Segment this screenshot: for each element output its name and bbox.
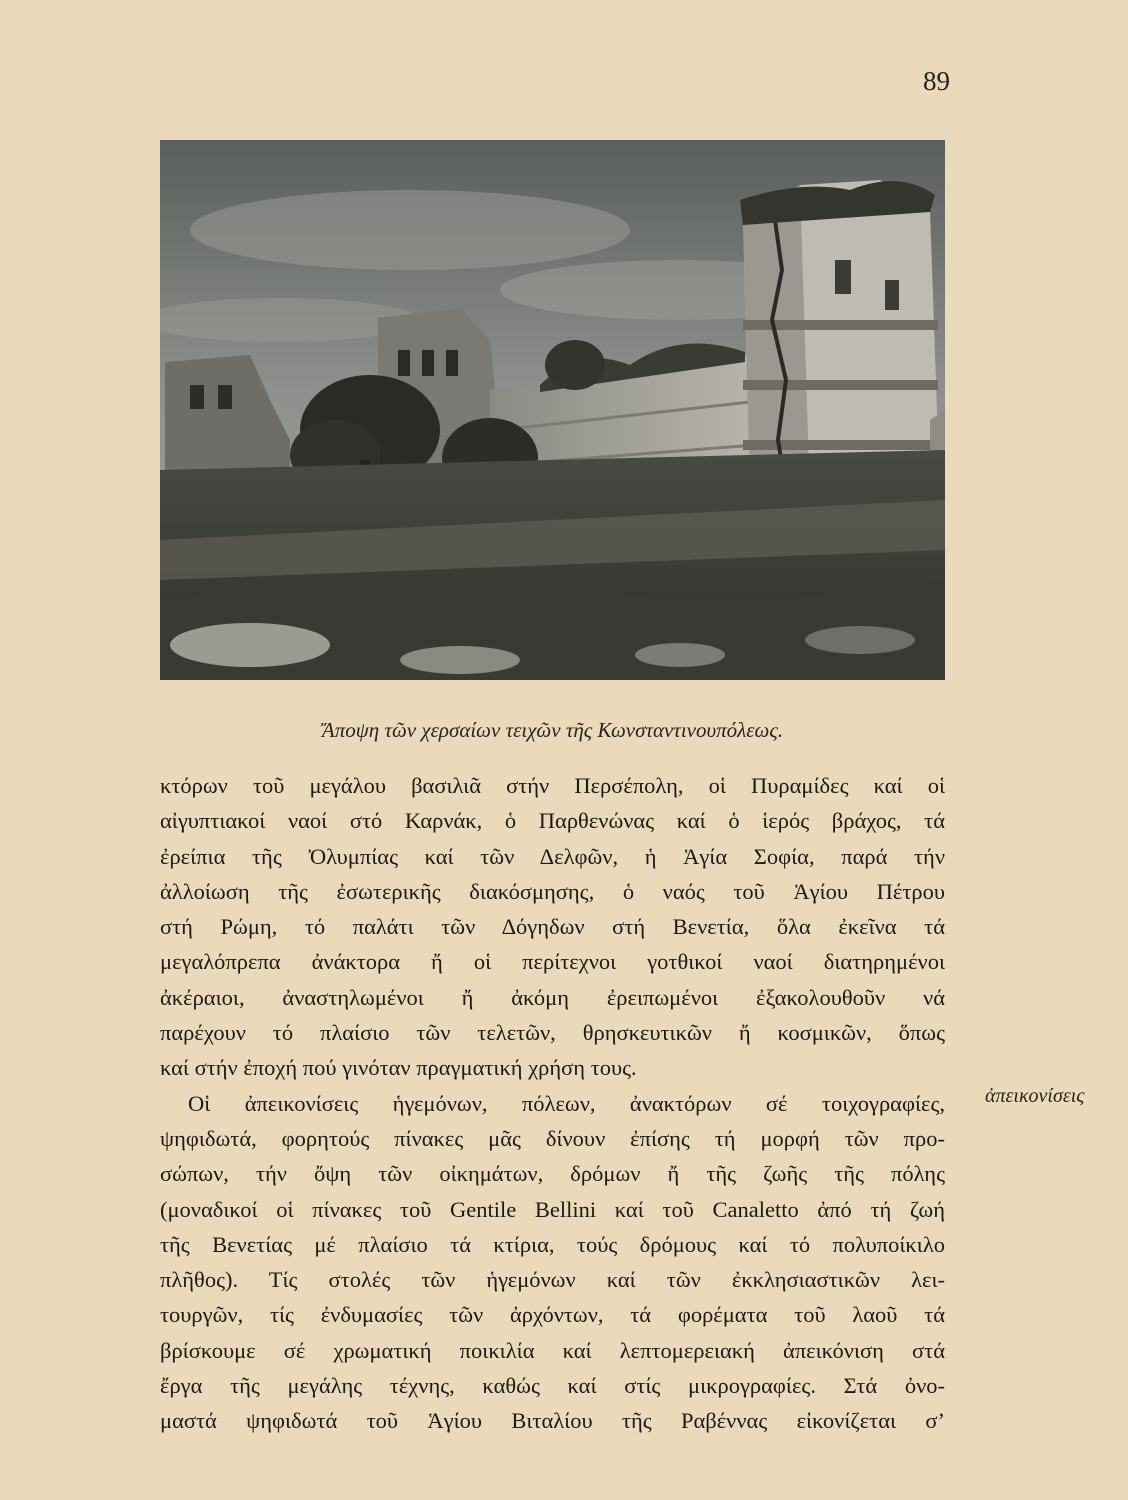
text-line: βρίσκουμε σέ χρωματική ποικιλία καί λεπτομερειακή ἀπεικόνιση στά xyxy=(160,1337,945,1363)
text-line: τῆς Βενετίας μέ πλαίσιο τά κτίρια, τούς δρόμους καί τό πολυποίκιλο xyxy=(160,1231,945,1257)
text-line: μεγαλόπρεπα ἀνάκτορα ἤ οἱ περίτεχνοι γοτθικοί ναοί διατηρημένοι xyxy=(160,949,945,975)
text-line: σώπων, τήν ὄψη τῶν οἰκημάτων, δρόμων ἤ τῆς ζωῆς τῆς πόλης xyxy=(160,1161,945,1187)
text-line: ψηφιδωτά, φορητούς πίνακες μᾶς δίνουν ἐπίσης τή μορφή τῶν προ- xyxy=(160,1125,945,1151)
text-line: αἰγυπτιακοί ναοί στό Καρνάκ, ὁ Παρθενώνας καί ὁ ἱερός βράχος, τά xyxy=(160,808,945,834)
figure-caption: Ἄποψη τῶν χερσαίων τειχῶν τῆς Κωνσταντινουπόλεως. xyxy=(321,718,784,742)
text-line: ἔργα τῆς μεγάλης τέχνης, καθώς καί στίς μικρογραφίες. Στά ὀνο- xyxy=(160,1373,945,1399)
photo-land-walls-constantinople xyxy=(160,140,945,680)
page-number: 89 xyxy=(923,66,950,96)
text-line: Οἱ ἀπεικονίσεις ἡγεμόνων, πόλεων, ἀνακτόρων σέ τοιχογραφίες, xyxy=(188,1090,945,1116)
text-line: κτόρων τοῦ μεγάλου βασιλιᾶ στήν Περσέπολη, οἱ Πυραμίδες καί οἱ xyxy=(160,773,945,798)
margin-note: ἀπεικονίσεις xyxy=(985,1085,1085,1107)
text-line: καί στήν ἐποχή πού γινόταν πραγματική χρήση τους. xyxy=(160,1055,637,1081)
text-line: ἀλλοίωση τῆς ἐσωτερικῆς διακόσμησης, ὁ ναός τοῦ Ἁγίου Πέτρου xyxy=(160,878,945,904)
body-text xyxy=(160,768,945,1439)
text-line: τουργῶν, τίς ἐνδυμασίες τῶν ἀρχόντων, τά φορέματα τοῦ λαοῦ τά xyxy=(160,1302,945,1328)
text-line: πλῆθος). Τίς στολές τῶν ἡγεμόνων καί τῶν ἐκκλησιαστικῶν λει- xyxy=(160,1267,945,1293)
text-line: παρέχουν τό πλαίσιο τῶν τελετῶν, θρησκευτικῶν ἤ κοσμικῶν, ὅπως xyxy=(160,1020,945,1046)
text-line: ἐρείπια τῆς Ὀλυμπίας καί τῶν Δελφῶν, ἡ Ἁγία Σοφία, παρά τήν xyxy=(160,843,945,869)
photo-illustration xyxy=(160,140,945,680)
text-line: ἀκέραιοι, ἀναστηλωμένοι ἤ ἀκόμη ἐρειπωμένοι ἐξακολουθοῦν νά xyxy=(160,984,945,1010)
text-line: (μοναδικοί οἱ πίνακες τοῦ Gentile Bellini καί τοῦ Canaletto ἀπό τή ζωή xyxy=(160,1196,945,1222)
text-line: μαστά ψηφιδωτά τοῦ Ἁγίου Βιταλίου τῆς Ραβέννας εἰκονίζεται σ’ xyxy=(160,1408,945,1434)
text-line: στή Ρώμη, τό παλάτι τῶν Δόγηδων στή Βενετία, ὅλα ἐκεῖνα τά xyxy=(160,914,945,940)
